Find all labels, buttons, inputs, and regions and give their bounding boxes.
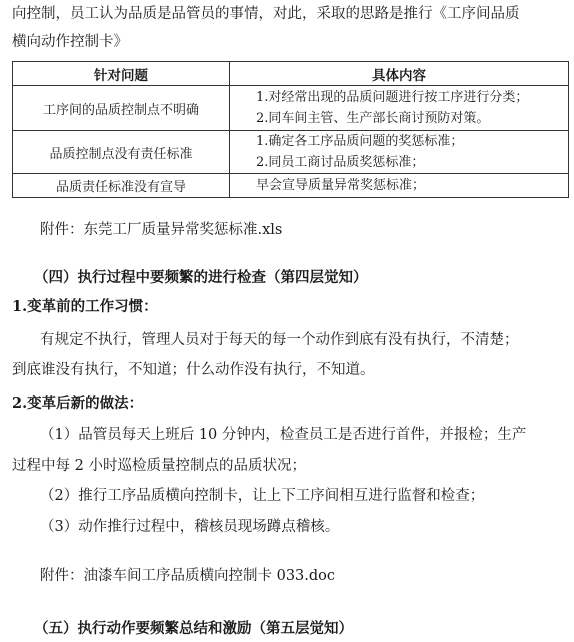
table-cell-issue: 品质控制点没有责任标准 (13, 131, 230, 174)
content-item: 1.确定各工序品质问题的奖惩标准； (256, 134, 464, 149)
after-item-1-line-2: 过程中每 2 小时巡检质量控制点的品质状况； (12, 458, 306, 474)
table-row (13, 131, 569, 174)
table-row (13, 174, 569, 198)
intro-line-2: 横向动作控制卡》 (12, 34, 128, 50)
after-heading: 2.变革后新的做法： (12, 395, 144, 412)
table-header-issue: 针对问题 (13, 62, 230, 86)
after-item-1-line-1: （1）品管员每天上班后 10 分钟内，检查员工是否进行首件，并报检；生产 (40, 427, 527, 443)
before-line-1: 有规定不执行，管理人员对于每天的每一个动作到底有没有执行，不清楚； (40, 332, 519, 348)
section-5-heading: （五）执行动作要频繁总结和激励（第五层觉知） (34, 620, 353, 637)
table-cell-issue: 品质责任标准没有宣导 (13, 174, 230, 198)
table-cell-content (230, 174, 569, 198)
attachment-1: 附件：东莞工厂质量异常奖惩标准.xls (40, 222, 283, 238)
table-cell-issue: 工序间的品质控制点不明确 (13, 86, 230, 131)
attachment-2: 附件：油漆车间工序品质横向控制卡 033.doc (40, 568, 336, 584)
content-item: 2.同员工商讨品质奖惩标准； (256, 155, 425, 170)
section-4-heading: （四）执行过程中要频繁的进行检查（第四层觉知） (34, 269, 368, 286)
content-item: 2.同车间主管、生产部长商讨预防对策。 (256, 111, 490, 126)
table-row (13, 86, 569, 131)
measures-table (12, 61, 569, 198)
table-cell-content (230, 131, 569, 174)
content-item: 1.对经常出现的品质问题进行按工序进行分类； (256, 90, 529, 105)
table-header-row (13, 62, 569, 86)
after-item-2: （2）推行工序品质横向控制卡，让上下工序间相互进行监督和检查； (40, 488, 485, 504)
before-heading: 1.变革前的工作习惯： (12, 298, 158, 315)
table-header-content: 具体内容 (230, 62, 569, 86)
content-item: 早会宣导质量异常奖惩标准； (256, 178, 426, 193)
intro-line-1: 向控制，员工认为品质是品管员的事情，对此，采取的思路是推行《工序间品质 (12, 6, 520, 22)
after-item-3: （3）动作推行过程中，稽核员现场蹲点稽核。 (40, 519, 340, 535)
before-line-2: 到底谁没有执行，不知道；什么动作没有执行，不知道。 (12, 362, 375, 378)
table-cell-content (230, 86, 569, 131)
